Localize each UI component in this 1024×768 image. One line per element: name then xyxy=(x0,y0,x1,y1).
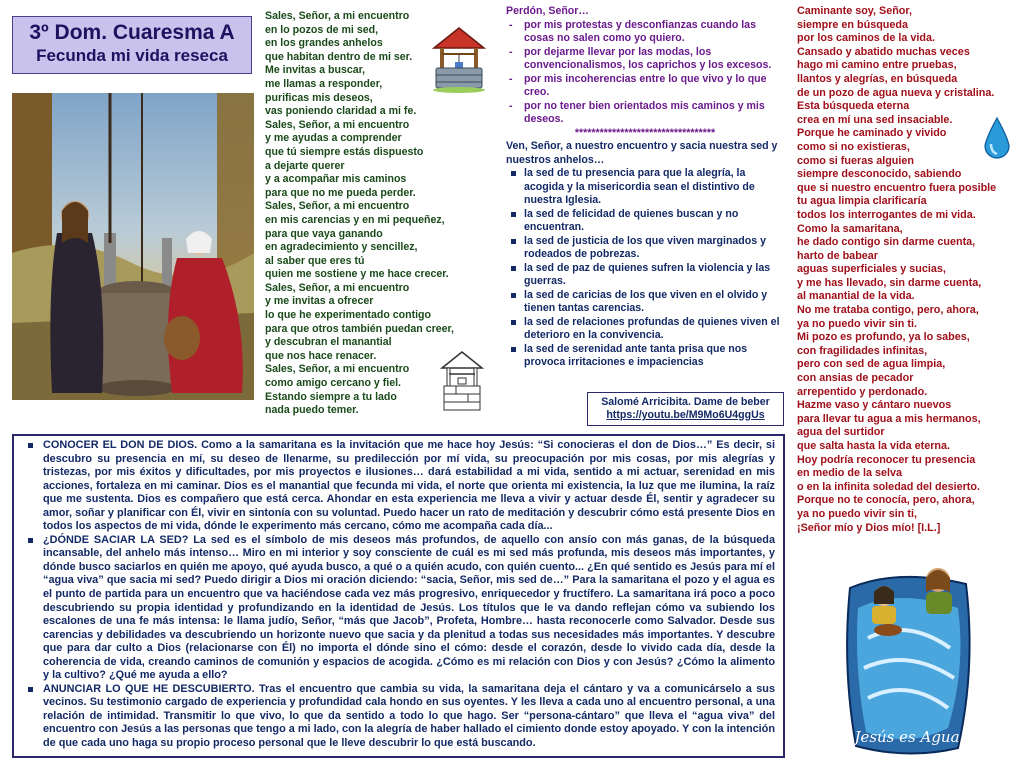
poem-line: Cansado y abatido muchas veces xyxy=(797,45,970,58)
poem-line: que tú siempre estás dispuesto xyxy=(265,145,424,158)
poem-line: ¡Señor mío y Dios mío! [I.L.] xyxy=(797,521,941,534)
poem-line: pero con sed de agua limpia, xyxy=(797,358,946,371)
poem-line: Estando siempre a tu lado xyxy=(265,390,397,403)
poem-line: a dejarte querer xyxy=(265,159,345,172)
poem-line: aguas superficiales y sucias, xyxy=(797,263,946,276)
poem-line: en agradecimiento y sencillez, xyxy=(265,241,418,254)
reflection-item: CONOCER EL DON DE DIOS. Como a la samaritana es la invitación que me hace hoy Jesús: “Si conocieras el don de Dios…” Es decir, si descubro su presencia en mí, su deseo de llenarme, su predilección por mí vida, su preocupación por mis cosas, por mis alegrías y tristezas, por mis éxitos y dificultades, por mis proyectos e ilusiones… dará estabilidad a mi vida, sentido a mi actuar, serenidad en mis acciones, fortaleza en mi caminar. Dios es el manantial que fecunda mi vida, el norte que orienta mi existencia, la luz que me ilumina, la raíz que me sustenta. Dios es compañero que está cerca. Ahondar en esta experiencia me lleva a vivir y actuar desde Él, sentir y agradecer su amor, soñar y planificar con Él, vivir en sintonía con su voluntad. Puedo hacer un rato de meditación y descubrir cómo está presente Dios en todos los aspectos de mi vida, dónde le experimento más cercano, cómo me acompaña cada día... xyxy=(24,439,775,534)
poem-line: Me invitas a buscar, xyxy=(265,64,366,77)
prayer-column xyxy=(506,5,784,370)
poem-line: y a acompañar mis caminos xyxy=(265,173,407,186)
list-item: - por mis incoherencias entre lo que vivo y lo que creo. xyxy=(506,73,784,100)
poem-line: Porque he caminado y vivido xyxy=(797,127,947,140)
song-link[interactable]: https://youtu.be/M9Mo6U4ggUs xyxy=(606,409,765,421)
poem-line: y me invitas a ofrecer xyxy=(265,295,374,308)
poem-line: como amigo cercano y fiel. xyxy=(265,377,401,390)
list-item: - por dejarme llevar por las modas, los convencionalismos, los caprichos y los excesos. xyxy=(506,46,784,73)
separator-stars: ********************************** xyxy=(574,126,716,139)
poem-line: por los caminos de la vida. xyxy=(797,32,936,45)
poem-line: todos los interrogantes de mi vida. xyxy=(797,208,976,221)
poem-line: para que vaya ganando xyxy=(265,227,383,240)
poem-line: Hazme vaso y cántaro nuevos xyxy=(797,399,952,412)
poem-line: en medio de la selva xyxy=(797,467,903,480)
poem-line: Como la samaritana, xyxy=(797,222,903,235)
poem-line: Sales, Señor, a mi encuentro xyxy=(265,363,410,376)
poem-line: en mis carencias y en mi pequeñez, xyxy=(265,213,445,226)
poem-line: Esta búsqueda eterna xyxy=(797,100,910,113)
poem-line: para llevar tu agua a mis hermanos, xyxy=(797,412,981,425)
perdon-heading: Perdón, Señor… xyxy=(506,5,589,17)
list-item: la sed de paz de quienes sufren la violencia y las guerras. xyxy=(506,262,784,289)
list-item: la sed de felicidad de quienes buscan y no encuentran. xyxy=(506,208,784,235)
reflection-box xyxy=(12,434,785,758)
jesus-water-illustration xyxy=(838,548,978,760)
reflection-list xyxy=(24,439,775,751)
water-drop-icon xyxy=(982,116,1012,162)
poem-line: siempre desconocido, sabiendo xyxy=(797,168,962,181)
poem-line: para que no me pueda perder. xyxy=(265,186,416,199)
poem-line: que nos hace renacer. xyxy=(265,349,377,362)
poem-line: purificas mis deseos, xyxy=(265,91,373,104)
poem-line: Sales, Señor, a mi encuentro xyxy=(265,118,410,131)
list-item: la sed de caricias de los que viven en el olvido y tienen tantas carencias. xyxy=(506,289,784,316)
poem-line: agua del surtidor xyxy=(797,426,885,439)
poem-line: que salta hasta la vida eterna. xyxy=(797,440,951,452)
title-box xyxy=(12,16,252,74)
poem-line: Sales, Señor, a mi encuentro xyxy=(265,281,410,294)
poem-line: Porque no te conocía, pero, ahora, xyxy=(797,494,975,507)
poem-line: crea en mí una sed insaciable. xyxy=(797,113,953,126)
poem-line: que habitan dentro de mi ser. xyxy=(265,50,413,63)
poem-line: Caminante soy, Señor, xyxy=(797,5,913,17)
poem-caminante xyxy=(797,5,1017,535)
poem-line: en los grandes anhelos xyxy=(265,37,383,50)
poem-line: Sales, Señor, a mi encuentro xyxy=(265,10,410,22)
poem-line: hago mi camino entre pruebas, xyxy=(797,59,957,72)
poem-line: y me ayudas a comprender xyxy=(265,132,402,145)
song-reference-box xyxy=(587,392,784,426)
well-sketch-icon xyxy=(438,348,486,414)
poem-line: siempre en búsqueda xyxy=(797,18,909,31)
poem-line: de un pozo de agua nueva y cristalina. xyxy=(797,86,995,99)
poem-line: Mi pozo es profundo, ya lo sabes, xyxy=(797,331,970,344)
poem-line: y me has llevado, sin darme cuenta, xyxy=(797,276,982,289)
illustration-caption: Jesús es Agua xyxy=(854,728,960,746)
poem-line: al manantial de la vida. xyxy=(797,290,915,303)
list-item: - por mis protestas y desconfianzas cuando las cosas no salen como yo quiero. xyxy=(506,19,784,46)
list-item: - por no tener bien orientados mis caminos y mis deseos. xyxy=(506,100,784,127)
reflection-item: ANUNCIAR LO QUE HE DESCUBIERTO. Tras el encuentro que cambia su vida, la samaritana deja el cántaro y va a comunicárselo a sus vecinos. Su testimonio cargado de experiencia y profundidad cala hondo en sus oyentes. Y les lleva a cada uno al encuentro personal, a una relación de intimidad. Transmitir lo que vivo, lo que da sentido a todo lo que hago. Ser “persona-cántaro” que lleva el “agua viva” del encuentro con Jesús a las personas que tengo a mi lado, con la alegría de haber hallado el cimiento donde estoy apoyado. Y con la intención de que cada uno haga su propio proceso personal que le lleve descubrir lo que está buscando. xyxy=(24,683,775,751)
poem-line: tu agua limpia clarificaría xyxy=(797,195,927,208)
poem-line: en lo pozos de mi sed, xyxy=(265,23,379,36)
page-subtitle: Fecunda mi vida reseca xyxy=(36,46,228,65)
page-title: 3º Dom. Cuaresma A xyxy=(29,21,235,44)
poem-line: Sales, Señor, a mi encuentro xyxy=(265,200,410,213)
list-item: la sed de serenidad ante tanta prisa que nos provoca irritaciones e impaciencias xyxy=(506,343,784,370)
perdon-list xyxy=(506,19,784,127)
poem-line: como si no existieras, xyxy=(797,140,910,153)
poem-line: Hoy podría reconocer tu presencia xyxy=(797,453,976,466)
poem-line: con fragilidades infinitas, xyxy=(797,344,928,357)
poem-line: lo que he experimentado contigo xyxy=(265,309,431,322)
poem-line: con ansias de pecador xyxy=(797,372,914,385)
poem-line: arrepentido y perdonado. xyxy=(797,385,928,398)
poem-line: como si fueras alguien xyxy=(797,154,914,167)
poem-line: ya no puedo vivir sin ti. xyxy=(797,317,917,330)
poem-line: me llamas a responder, xyxy=(265,77,383,90)
reflection-item: ¿DÓNDE SACIAR LA SED? La sed es el símbolo de mis deseos más profundos, de aquello con ansío con más ganas, de la búsqueda incansable, del anhelo más intenso… Miro en mi interior y soy consciente de cuál es mi sed más profunda, mis deseos más importantes, y dónde busco saciarlos en quién me apoyo, qué ayuda busco, a qué o a quién acudo, con quién cuento... ¿En qué sentido es Jesús para mí el “agua viva” que sacia mi sed? Puedo dirigir a Dios mi oración diciendo: “sacia, Señor, mis sed de…” Para la samaritana el pozo y el agua es el punto de partida para un encuentro que va haciéndose cada vez más progresivo, enriquecedor y fructífero. La samaritana irá poco a poco descubriendo su propia identidad y profundizando en la identidad de Jesús. Los títulos que le va dando reflejan cómo va subiendo los escalones de una fe más intensa: le llama judío, Señor, “más que Jacob”, Profeta, Hombre… hasta reconocerle como Salvador. Desde sus carencias y debilidades va descubriendo un horizonte nuevo que sacia y da plenitud a todas sus necesidades más importantes. Y descubre que para dar culto a Dios (relacionarse con Él) no importa el dónde sino el cómo: desde el corazón, desde lo vivido cada día, desde la coherencia de vida, creando caminos de comunión y espacios de acogida. ¿Cómo es mi relación con Dios y con Jesús? ¿Cómo la alimento y la cultivo? ¿Qué me ayuda a ello? xyxy=(24,534,775,683)
list-item: la sed de justicia de los que viven marginados y rodeados de pobrezas. xyxy=(506,235,784,262)
poem-line: al saber que eres tú xyxy=(265,254,365,267)
song-credit: Salomé Arricibita. Dame de beber xyxy=(601,396,770,408)
list-item: la sed de tu presencia para que la alegría, la acogida y la misericordia sean el distintivo de nuestra Iglesia. xyxy=(506,167,784,208)
poem-line: No me trataba contigo, pero, ahora, xyxy=(797,304,979,317)
poem-line: ya no puedo vivir sin ti, xyxy=(797,507,917,520)
list-item: la sed de relaciones profundas de quienes viven el deterioro en la convivencia. xyxy=(506,316,784,343)
samaritan-painting xyxy=(12,93,254,400)
ven-list xyxy=(506,167,784,370)
poem-line: llantos y alegrías, en búsqueda xyxy=(797,72,958,85)
poem-line: vas poniendo claridad a mi fe. xyxy=(265,105,417,118)
poem-line: harto de babear xyxy=(797,249,878,262)
poem-line: y descubran el manantial xyxy=(265,336,392,349)
poem-line: o en la infinita soledad del desierto. xyxy=(797,480,980,493)
poem-line: he dado contigo sin darme cuenta, xyxy=(797,236,976,249)
poem-line: para que otros también puedan creer, xyxy=(265,322,454,335)
poem-line: que si nuestro encuentro fuera posible xyxy=(797,181,997,194)
ven-intro: Ven, Señor, a nuestro encuentro y sacia nuestra sed y nuestros anhelos… xyxy=(506,140,778,166)
well-icon xyxy=(430,22,488,94)
poem-line: quien me sostiene y me hace crecer. xyxy=(265,268,449,281)
poem-line: nada puedo temer. xyxy=(265,404,359,417)
